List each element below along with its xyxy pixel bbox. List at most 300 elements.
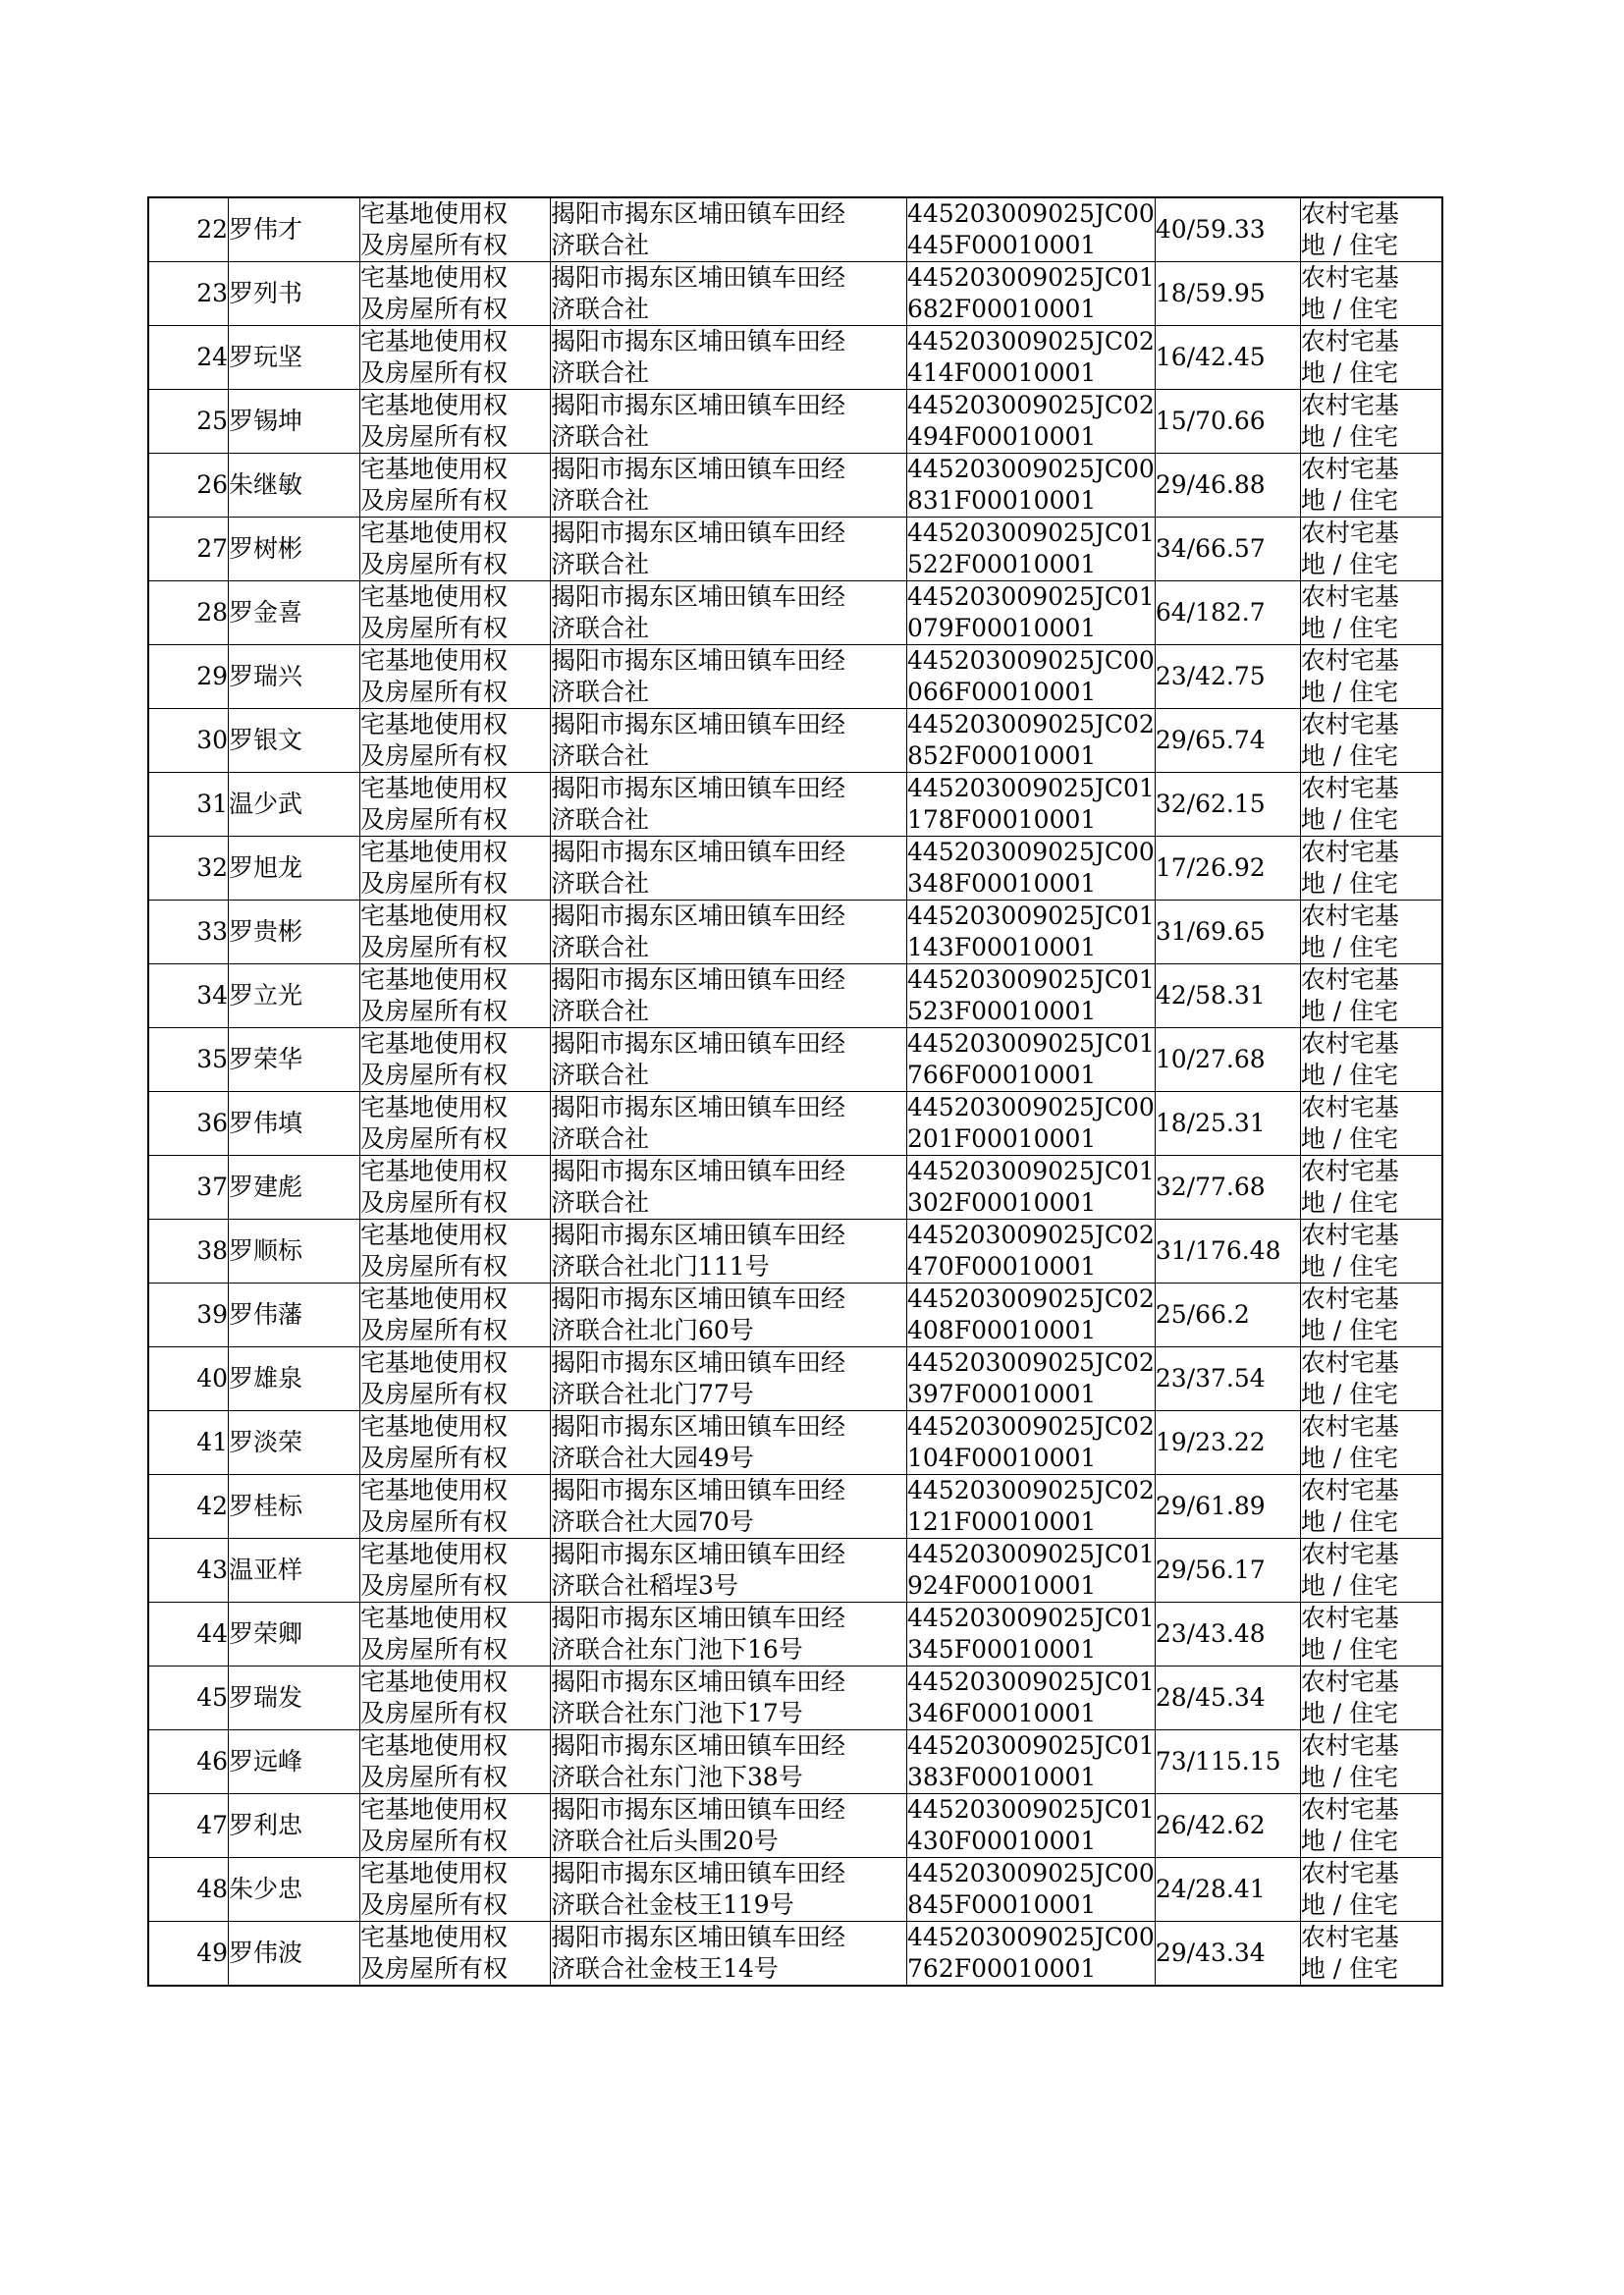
location-cell [551,1156,907,1220]
row-number-cell: 25 [148,390,229,454]
unit-code-line: 397F00010001 [907,1380,1097,1408]
unit-code-line: 494F00010001 [907,422,1097,451]
land-use-line: 农村宅基 [1300,582,1399,611]
right-type-line: 及房屋所有权 [360,805,509,834]
right-type-line: 及房屋所有权 [360,869,509,898]
land-use-line: 农村宅基 [1300,391,1399,419]
area-cell: 73/115.15 [1155,1730,1300,1794]
land-use-line: 农村宅基 [1300,455,1399,483]
right-type-cell [360,1794,551,1858]
right-type-line: 及房屋所有权 [360,614,509,642]
unit-code-line: 346F00010001 [907,1699,1097,1727]
location-line: 揭阳市揭东区埔田镇车田经 [551,1795,846,1824]
table-row [148,645,1442,709]
unit-code-line: 121F00010001 [907,1507,1097,1536]
unit-code-line: 445203009025JC02 [907,327,1155,355]
location-line: 揭阳市揭东区埔田镇车田经 [551,519,846,547]
right-type-cell [360,1156,551,1220]
right-type-cell [360,518,551,581]
area-cell: 29/65.74 [1155,709,1300,773]
unit-code-cell [907,1284,1156,1347]
unit-code-cell [907,1858,1156,1922]
right-type-cell [360,197,551,262]
right-type-cell [360,964,551,1028]
right-type-line: 宅基地使用权 [360,646,509,675]
owner-name-cell: 朱继敏 [229,454,360,518]
right-type-line: 宅基地使用权 [360,263,509,292]
unit-code-line: 430F00010001 [907,1827,1097,1855]
table-row [148,1411,1442,1475]
land-use-cell [1300,1922,1442,1987]
row-number-cell: 28 [148,581,229,645]
right-type-line: 及房屋所有权 [360,1890,509,1919]
owner-name-cell: 罗桂标 [229,1475,360,1539]
row-number-cell: 30 [148,709,229,773]
owner-name-cell: 罗伟藩 [229,1284,360,1347]
location-line: 揭阳市揭东区埔田镇车田经 [551,902,846,930]
owner-name-cell: 罗伟波 [229,1922,360,1987]
unit-code-line: 762F00010001 [907,1954,1097,1983]
table-row [148,1667,1442,1730]
location-line: 揭阳市揭东区埔田镇车田经 [551,327,846,355]
unit-code-cell [907,1347,1156,1411]
land-use-cell [1300,709,1442,773]
unit-code-cell [907,901,1156,964]
land-use-cell [1300,1475,1442,1539]
land-use-line: 地 / 住宅 [1300,997,1399,1025]
right-type-line: 宅基地使用权 [360,902,509,930]
land-use-cell [1300,1411,1442,1475]
unit-code-line: 383F00010001 [907,1763,1097,1791]
unit-code-line: 445203009025JC01 [907,1795,1155,1824]
land-use-line: 农村宅基 [1300,1540,1399,1568]
location-line: 揭阳市揭东区埔田镇车田经 [551,838,846,866]
location-line: 济联合社大园70号 [551,1507,754,1536]
row-number-cell: 36 [148,1092,229,1156]
right-type-line: 及房屋所有权 [360,358,509,387]
area-cell: 19/23.22 [1155,1411,1300,1475]
right-type-cell [360,1858,551,1922]
land-use-cell [1300,518,1442,581]
unit-code-cell [907,1603,1156,1667]
location-cell [551,1028,907,1092]
land-use-cell [1300,1347,1442,1411]
land-use-cell [1300,773,1442,837]
property-rights-table [147,196,1443,1987]
unit-code-cell [907,581,1156,645]
unit-code-cell [907,1794,1156,1858]
unit-code-line: 345F00010001 [907,1635,1097,1664]
table-row [148,1922,1442,1987]
location-cell [551,581,907,645]
land-use-line: 农村宅基 [1300,1093,1399,1121]
row-number-cell: 41 [148,1411,229,1475]
unit-code-line: 831F00010001 [907,486,1097,515]
unit-code-line: 414F00010001 [907,358,1097,387]
land-use-line: 农村宅基 [1300,199,1399,228]
land-use-cell [1300,1603,1442,1667]
right-type-cell [360,773,551,837]
row-number-cell: 29 [148,645,229,709]
land-use-line: 农村宅基 [1300,838,1399,866]
right-type-line: 宅基地使用权 [360,199,509,228]
unit-code-cell [907,326,1156,390]
area-cell: 23/43.48 [1155,1603,1300,1667]
land-use-line: 地 / 住宅 [1300,1061,1399,1089]
right-type-line: 及房屋所有权 [360,678,509,706]
right-type-line: 宅基地使用权 [360,1476,509,1504]
row-number-cell: 35 [148,1028,229,1092]
location-line: 揭阳市揭东区埔田镇车田经 [551,646,846,675]
location-cell [551,1667,907,1730]
owner-name-cell: 朱少忠 [229,1858,360,1922]
land-use-cell [1300,1284,1442,1347]
right-type-line: 宅基地使用权 [360,1348,509,1377]
location-line: 揭阳市揭东区埔田镇车田经 [551,1923,846,1951]
location-line: 揭阳市揭东区埔田镇车田经 [551,1093,846,1121]
location-cell [551,1603,907,1667]
location-line: 济联合社 [551,614,650,642]
owner-name-cell: 罗荣华 [229,1028,360,1092]
right-type-line: 及房屋所有权 [360,486,509,515]
right-type-cell [360,390,551,454]
land-use-line: 地 / 住宅 [1300,422,1399,451]
area-cell: 18/25.31 [1155,1092,1300,1156]
land-use-line: 农村宅基 [1300,902,1399,930]
owner-name-cell: 温亚样 [229,1539,360,1603]
right-type-cell [360,1092,551,1156]
unit-code-line: 445203009025JC02 [907,1284,1155,1313]
unit-code-cell [907,1475,1156,1539]
area-cell: 29/43.34 [1155,1922,1300,1987]
land-use-line: 农村宅基 [1300,646,1399,675]
right-type-cell [360,901,551,964]
unit-code-cell [907,197,1156,262]
owner-name-cell: 罗远峰 [229,1730,360,1794]
right-type-cell [360,1475,551,1539]
land-use-line: 地 / 住宅 [1300,358,1399,387]
table-row [148,197,1442,262]
table-row [148,518,1442,581]
unit-code-cell [907,518,1156,581]
unit-code-cell [907,1028,1156,1092]
location-line: 揭阳市揭东区埔田镇车田经 [551,582,846,611]
right-type-line: 宅基地使用权 [360,965,509,994]
unit-code-line: 445F00010001 [907,231,1097,259]
unit-code-cell [907,1220,1156,1284]
table-row [148,1284,1442,1347]
right-type-line: 及房屋所有权 [360,933,509,961]
land-use-line: 农村宅基 [1300,1412,1399,1441]
unit-code-line: 408F00010001 [907,1316,1097,1344]
unit-code-line: 445203009025JC02 [907,1476,1155,1504]
unit-code-line: 445203009025JC00 [907,646,1155,675]
land-use-cell [1300,901,1442,964]
location-line: 济联合社 [551,933,650,961]
location-line: 济联合社金枝王14号 [551,1954,779,1983]
location-line: 济联合社东门池下38号 [551,1763,803,1791]
unit-code-line: 445203009025JC02 [907,391,1155,419]
land-use-line: 农村宅基 [1300,1029,1399,1058]
land-use-line: 地 / 住宅 [1300,933,1399,961]
area-cell: 29/61.89 [1155,1475,1300,1539]
location-line: 揭阳市揭东区埔田镇车田经 [551,1157,846,1185]
right-type-line: 及房屋所有权 [360,741,509,770]
land-use-line: 地 / 住宅 [1300,805,1399,834]
owner-name-cell: 罗伟填 [229,1092,360,1156]
location-line: 济联合社 [551,678,650,706]
area-cell: 16/42.45 [1155,326,1300,390]
land-use-line: 地 / 住宅 [1300,678,1399,706]
right-type-line: 宅基地使用权 [360,1540,509,1568]
land-use-cell [1300,262,1442,326]
location-line: 揭阳市揭东区埔田镇车田经 [551,455,846,483]
unit-code-line: 143F00010001 [907,933,1097,961]
land-use-cell [1300,964,1442,1028]
right-type-line: 及房屋所有权 [360,1252,509,1281]
land-use-cell [1300,1539,1442,1603]
right-type-line: 宅基地使用权 [360,1412,509,1441]
land-use-line: 农村宅基 [1300,1157,1399,1185]
table-row [148,326,1442,390]
table-row [148,390,1442,454]
unit-code-line: 445203009025JC02 [907,710,1155,738]
location-cell [551,1539,907,1603]
right-type-cell [360,1667,551,1730]
unit-code-line: 445203009025JC00 [907,455,1155,483]
unit-code-line: 445203009025JC01 [907,1029,1155,1058]
right-type-line: 宅基地使用权 [360,710,509,738]
area-cell: 29/46.88 [1155,454,1300,518]
owner-name-cell: 罗银文 [229,709,360,773]
right-type-line: 及房屋所有权 [360,1954,509,1983]
unit-code-line: 445203009025JC02 [907,1348,1155,1377]
land-use-cell [1300,645,1442,709]
location-cell [551,1858,907,1922]
unit-code-cell [907,645,1156,709]
right-type-cell [360,581,551,645]
land-use-cell [1300,1730,1442,1794]
location-cell [551,773,907,837]
land-use-cell [1300,1220,1442,1284]
land-use-line: 农村宅基 [1300,263,1399,292]
land-use-line: 地 / 住宅 [1300,1444,1399,1472]
row-number-cell: 43 [148,1539,229,1603]
land-use-line: 农村宅基 [1300,327,1399,355]
unit-code-cell [907,1667,1156,1730]
unit-code-cell [907,262,1156,326]
location-line: 济联合社北门60号 [551,1316,754,1344]
owner-name-cell: 罗玩坚 [229,326,360,390]
right-type-line: 宅基地使用权 [360,1284,509,1313]
location-cell [551,1730,907,1794]
land-use-line: 农村宅基 [1300,1731,1399,1760]
row-number-cell: 23 [148,262,229,326]
right-type-line: 及房屋所有权 [360,1444,509,1472]
table-row [148,773,1442,837]
location-line: 济联合社大园49号 [551,1444,754,1472]
owner-name-cell: 罗顺标 [229,1220,360,1284]
land-use-line: 地 / 住宅 [1300,741,1399,770]
location-line: 济联合社东门池下17号 [551,1699,803,1727]
table-row [148,1603,1442,1667]
land-use-line: 地 / 住宅 [1300,231,1399,259]
right-type-line: 宅基地使用权 [360,1795,509,1824]
location-cell [551,1284,907,1347]
location-line: 济联合社北门77号 [551,1380,754,1408]
owner-name-cell: 罗立光 [229,964,360,1028]
unit-code-line: 445203009025JC02 [907,1412,1155,1441]
right-type-cell [360,1539,551,1603]
right-type-line: 及房屋所有权 [360,550,509,578]
land-use-cell [1300,1092,1442,1156]
area-cell: 32/77.68 [1155,1156,1300,1220]
location-cell [551,390,907,454]
row-number-cell: 38 [148,1220,229,1284]
row-number-cell: 45 [148,1667,229,1730]
table-row [148,1156,1442,1220]
land-use-line: 地 / 住宅 [1300,1954,1399,1983]
owner-name-cell: 罗雄泉 [229,1347,360,1411]
table-row [148,1858,1442,1922]
right-type-line: 宅基地使用权 [360,838,509,866]
owner-name-cell: 温少武 [229,773,360,837]
land-use-line: 地 / 住宅 [1300,614,1399,642]
land-use-line: 地 / 住宅 [1300,1252,1399,1281]
table-row [148,262,1442,326]
unit-code-line: 522F00010001 [907,550,1097,578]
location-line: 揭阳市揭东区埔田镇车田经 [551,1221,846,1249]
right-type-line: 及房屋所有权 [360,1571,509,1600]
right-type-line: 及房屋所有权 [360,422,509,451]
location-line: 济联合社 [551,997,650,1025]
table-row [148,454,1442,518]
unit-code-line: 766F00010001 [907,1061,1097,1089]
unit-code-cell [907,964,1156,1028]
land-use-line: 地 / 住宅 [1300,550,1399,578]
land-use-line: 地 / 住宅 [1300,1699,1399,1727]
right-type-line: 及房屋所有权 [360,1061,509,1089]
land-use-line: 农村宅基 [1300,965,1399,994]
right-type-line: 及房屋所有权 [360,1188,509,1217]
table-row [148,1220,1442,1284]
land-use-line: 农村宅基 [1300,1923,1399,1951]
location-line: 揭阳市揭东区埔田镇车田经 [551,774,846,802]
land-use-cell [1300,837,1442,901]
location-cell [551,197,907,262]
unit-code-line: 302F00010001 [907,1188,1097,1217]
right-type-cell [360,1411,551,1475]
row-number-cell: 31 [148,773,229,837]
right-type-line: 宅基地使用权 [360,1157,509,1185]
location-cell [551,1794,907,1858]
location-cell [551,1475,907,1539]
area-cell: 18/59.95 [1155,262,1300,326]
right-type-line: 宅基地使用权 [360,1093,509,1121]
right-type-cell [360,262,551,326]
land-use-cell [1300,1667,1442,1730]
location-cell [551,645,907,709]
right-type-cell [360,1603,551,1667]
location-line: 揭阳市揭东区埔田镇车田经 [551,1604,846,1632]
location-line: 济联合社金枝王119号 [551,1890,794,1919]
right-type-line: 及房屋所有权 [360,231,509,259]
owner-name-cell: 罗旭龙 [229,837,360,901]
land-use-cell [1300,1156,1442,1220]
location-line: 揭阳市揭东区埔田镇车田经 [551,1476,846,1504]
unit-code-cell [907,709,1156,773]
right-type-line: 宅基地使用权 [360,1221,509,1249]
right-type-line: 宅基地使用权 [360,1604,509,1632]
land-use-line: 农村宅基 [1300,1859,1399,1887]
right-type-cell [360,645,551,709]
unit-code-line: 445203009025JC01 [907,519,1155,547]
unit-code-line: 445203009025JC00 [907,838,1155,866]
land-use-line: 地 / 住宅 [1300,1507,1399,1536]
table-row [148,1539,1442,1603]
location-line: 济联合社 [551,422,650,451]
unit-code-line: 445203009025JC01 [907,263,1155,292]
land-use-cell [1300,454,1442,518]
right-type-line: 宅基地使用权 [360,582,509,611]
right-type-line: 及房屋所有权 [360,1507,509,1536]
location-cell [551,964,907,1028]
unit-code-cell [907,454,1156,518]
right-type-cell [360,709,551,773]
land-use-cell [1300,1858,1442,1922]
unit-code-line: 470F00010001 [907,1252,1097,1281]
table-row [148,1730,1442,1794]
unit-code-line: 445203009025JC00 [907,1093,1155,1121]
unit-code-line: 445203009025JC00 [907,1923,1155,1951]
area-cell: 42/58.31 [1155,964,1300,1028]
land-use-line: 农村宅基 [1300,1348,1399,1377]
unit-code-line: 348F00010001 [907,869,1097,898]
land-use-line: 农村宅基 [1300,519,1399,547]
location-cell [551,454,907,518]
location-cell [551,518,907,581]
unit-code-cell [907,1730,1156,1794]
unit-code-line: 445203009025JC01 [907,965,1155,994]
right-type-line: 宅基地使用权 [360,455,509,483]
table-row [148,709,1442,773]
land-use-cell [1300,581,1442,645]
location-line: 揭阳市揭东区埔田镇车田经 [551,1029,846,1058]
location-line: 济联合社 [551,1124,650,1153]
location-line: 揭阳市揭东区埔田镇车田经 [551,1284,846,1313]
area-cell: 17/26.92 [1155,837,1300,901]
location-line: 济联合社 [551,358,650,387]
land-use-line: 地 / 住宅 [1300,295,1399,323]
land-use-line: 地 / 住宅 [1300,1188,1399,1217]
location-line: 揭阳市揭东区埔田镇车田经 [551,1540,846,1568]
location-line: 揭阳市揭东区埔田镇车田经 [551,199,846,228]
unit-code-cell [907,773,1156,837]
right-type-line: 宅基地使用权 [360,1667,509,1696]
right-type-line: 及房屋所有权 [360,1124,509,1153]
unit-code-line: 445203009025JC02 [907,1221,1155,1249]
location-cell [551,901,907,964]
land-use-line: 地 / 住宅 [1300,1827,1399,1855]
area-cell: 31/176.48 [1155,1220,1300,1284]
land-use-line: 农村宅基 [1300,774,1399,802]
area-cell: 64/182.7 [1155,581,1300,645]
area-cell: 15/70.66 [1155,390,1300,454]
land-use-line: 地 / 住宅 [1300,1635,1399,1664]
area-cell: 10/27.68 [1155,1028,1300,1092]
row-number-cell: 49 [148,1922,229,1987]
right-type-line: 及房屋所有权 [360,295,509,323]
